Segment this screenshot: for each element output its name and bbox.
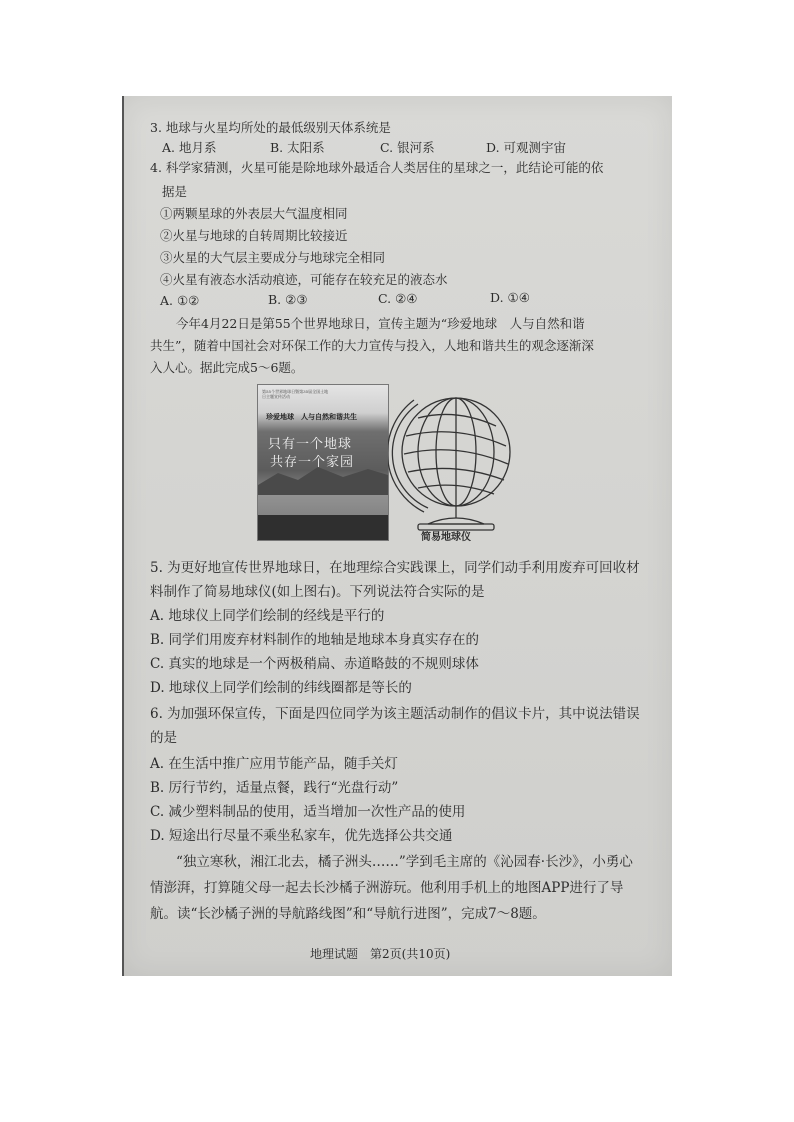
q6-option-d: D. 短途出行尽量不乘坐私家车，优先选择公共交通 [150,828,453,844]
q5-option-c: C. 真实的地球是一个两极稍扁、赤道略鼓的不规则球体 [150,656,479,672]
q4-option-b: B. ②③ [268,292,308,307]
poster-theme: 珍爱地球 人与自然和谐共生 [266,412,357,421]
poster-slogan-line2: 共存一个家园 [270,455,355,470]
q4-stem-line1: 4. 科学家猜测，火星可能是除地球外最适合人类居住的星球之一，此结论可能的依 [150,160,604,175]
q6-option-c: C. 减少塑料制品的使用，适当增加一次性产品的使用 [150,804,466,820]
q4-stem-line2: 据是 [162,184,188,199]
page-footer: 地理试题 第2页(共10页) [310,947,451,961]
q4-option-a: A. ①② [160,293,200,308]
intro-7-8-line3: 航。读“长沙橘子洲的导航路线图”和“导航行进图”，完成7～8题。 [150,906,546,922]
intro-7-8-line2: 情澎湃，打算随父母一起去长沙橘子洲游玩。他利用手机上的地图APP进行了导 [150,880,624,896]
q5-option-d: D. 地球仪上同学们绘制的纬线圈都是等长的 [150,680,412,696]
q5-option-a: A. 地球仪上同学们绘制的经线是平行的 [150,608,385,624]
q6-stem-line2: 的是 [150,730,177,746]
poster-landscape [258,385,388,540]
poster-small-text: 第55个世界地球日暨第35届全国土地日主题宣传活动 [262,389,329,399]
q5-stem-line2: 料制作了简易地球仪(如上图右)。下列说法符合实际的是 [150,584,485,600]
intro-7-8-line1: “独立寒秋，湘江北去，橘子洲头……”学到毛主席的《沁园春·长沙》，小勇心 [176,854,633,870]
q4-option-d: D. ①④ [490,290,530,305]
q4-statement-4: ④火星有液态水活动痕迹，可能存在较充足的液态水 [160,272,448,287]
globe-caption: 简易地球仪 [421,532,471,543]
q5-stem-line1: 5. 为更好地宣传世界地球日，在地理综合实践课上，同学们动手利用废弃可回收材 [150,560,640,576]
paper-edge [122,96,124,976]
q4-statement-3: ③火星的大气层主要成分与地球完全相同 [160,250,386,265]
q5-option-b: B. 同学们用废弃材料制作的地轴是地球本身真实存在的 [150,632,480,648]
q6-option-a: A. 在生活中推广应用节能产品，随手关灯 [150,756,398,772]
poster-slogan-line1: 只有一个地球 [268,437,353,452]
simple-globe-illustration [388,384,528,540]
q6-option-b: B. 厉行节约，适量点餐，践行“光盘行动” [150,780,399,796]
q4-statement-2: ②火星与地球的自转周期比较接近 [160,228,348,243]
earth-day-poster [257,384,389,541]
q6-stem-line1: 6. 为加强环保宣传，下面是四位同学为该主题活动制作的倡议卡片，其中说法错误 [150,706,640,722]
q3-option-c: C. 银河系 [380,140,435,155]
intro-5-6-line3: 入人心。据此完成5～6题。 [150,360,304,375]
intro-5-6-line2: 共生”，随着中国社会对环保工作的大力宣传与投入，人地和谐共生的观念逐渐深 [150,338,594,353]
q4-option-c: C. ②④ [378,291,418,306]
q3-stem: 3. 地球与火星均所处的最低级别天体系统是 [150,120,391,135]
q3-option-b: B. 太阳系 [270,140,325,155]
q3-option-d: D. 可观测宇宙 [486,140,567,155]
q4-statement-1: ①两颗星球的外表层大气温度相同 [160,206,348,221]
intro-5-6-line1: 今年4月22日是第55个世界地球日，宣传主题为“珍爱地球 人与自然和谐 [176,316,585,331]
q3-option-a: A. 地月系 [162,140,217,155]
